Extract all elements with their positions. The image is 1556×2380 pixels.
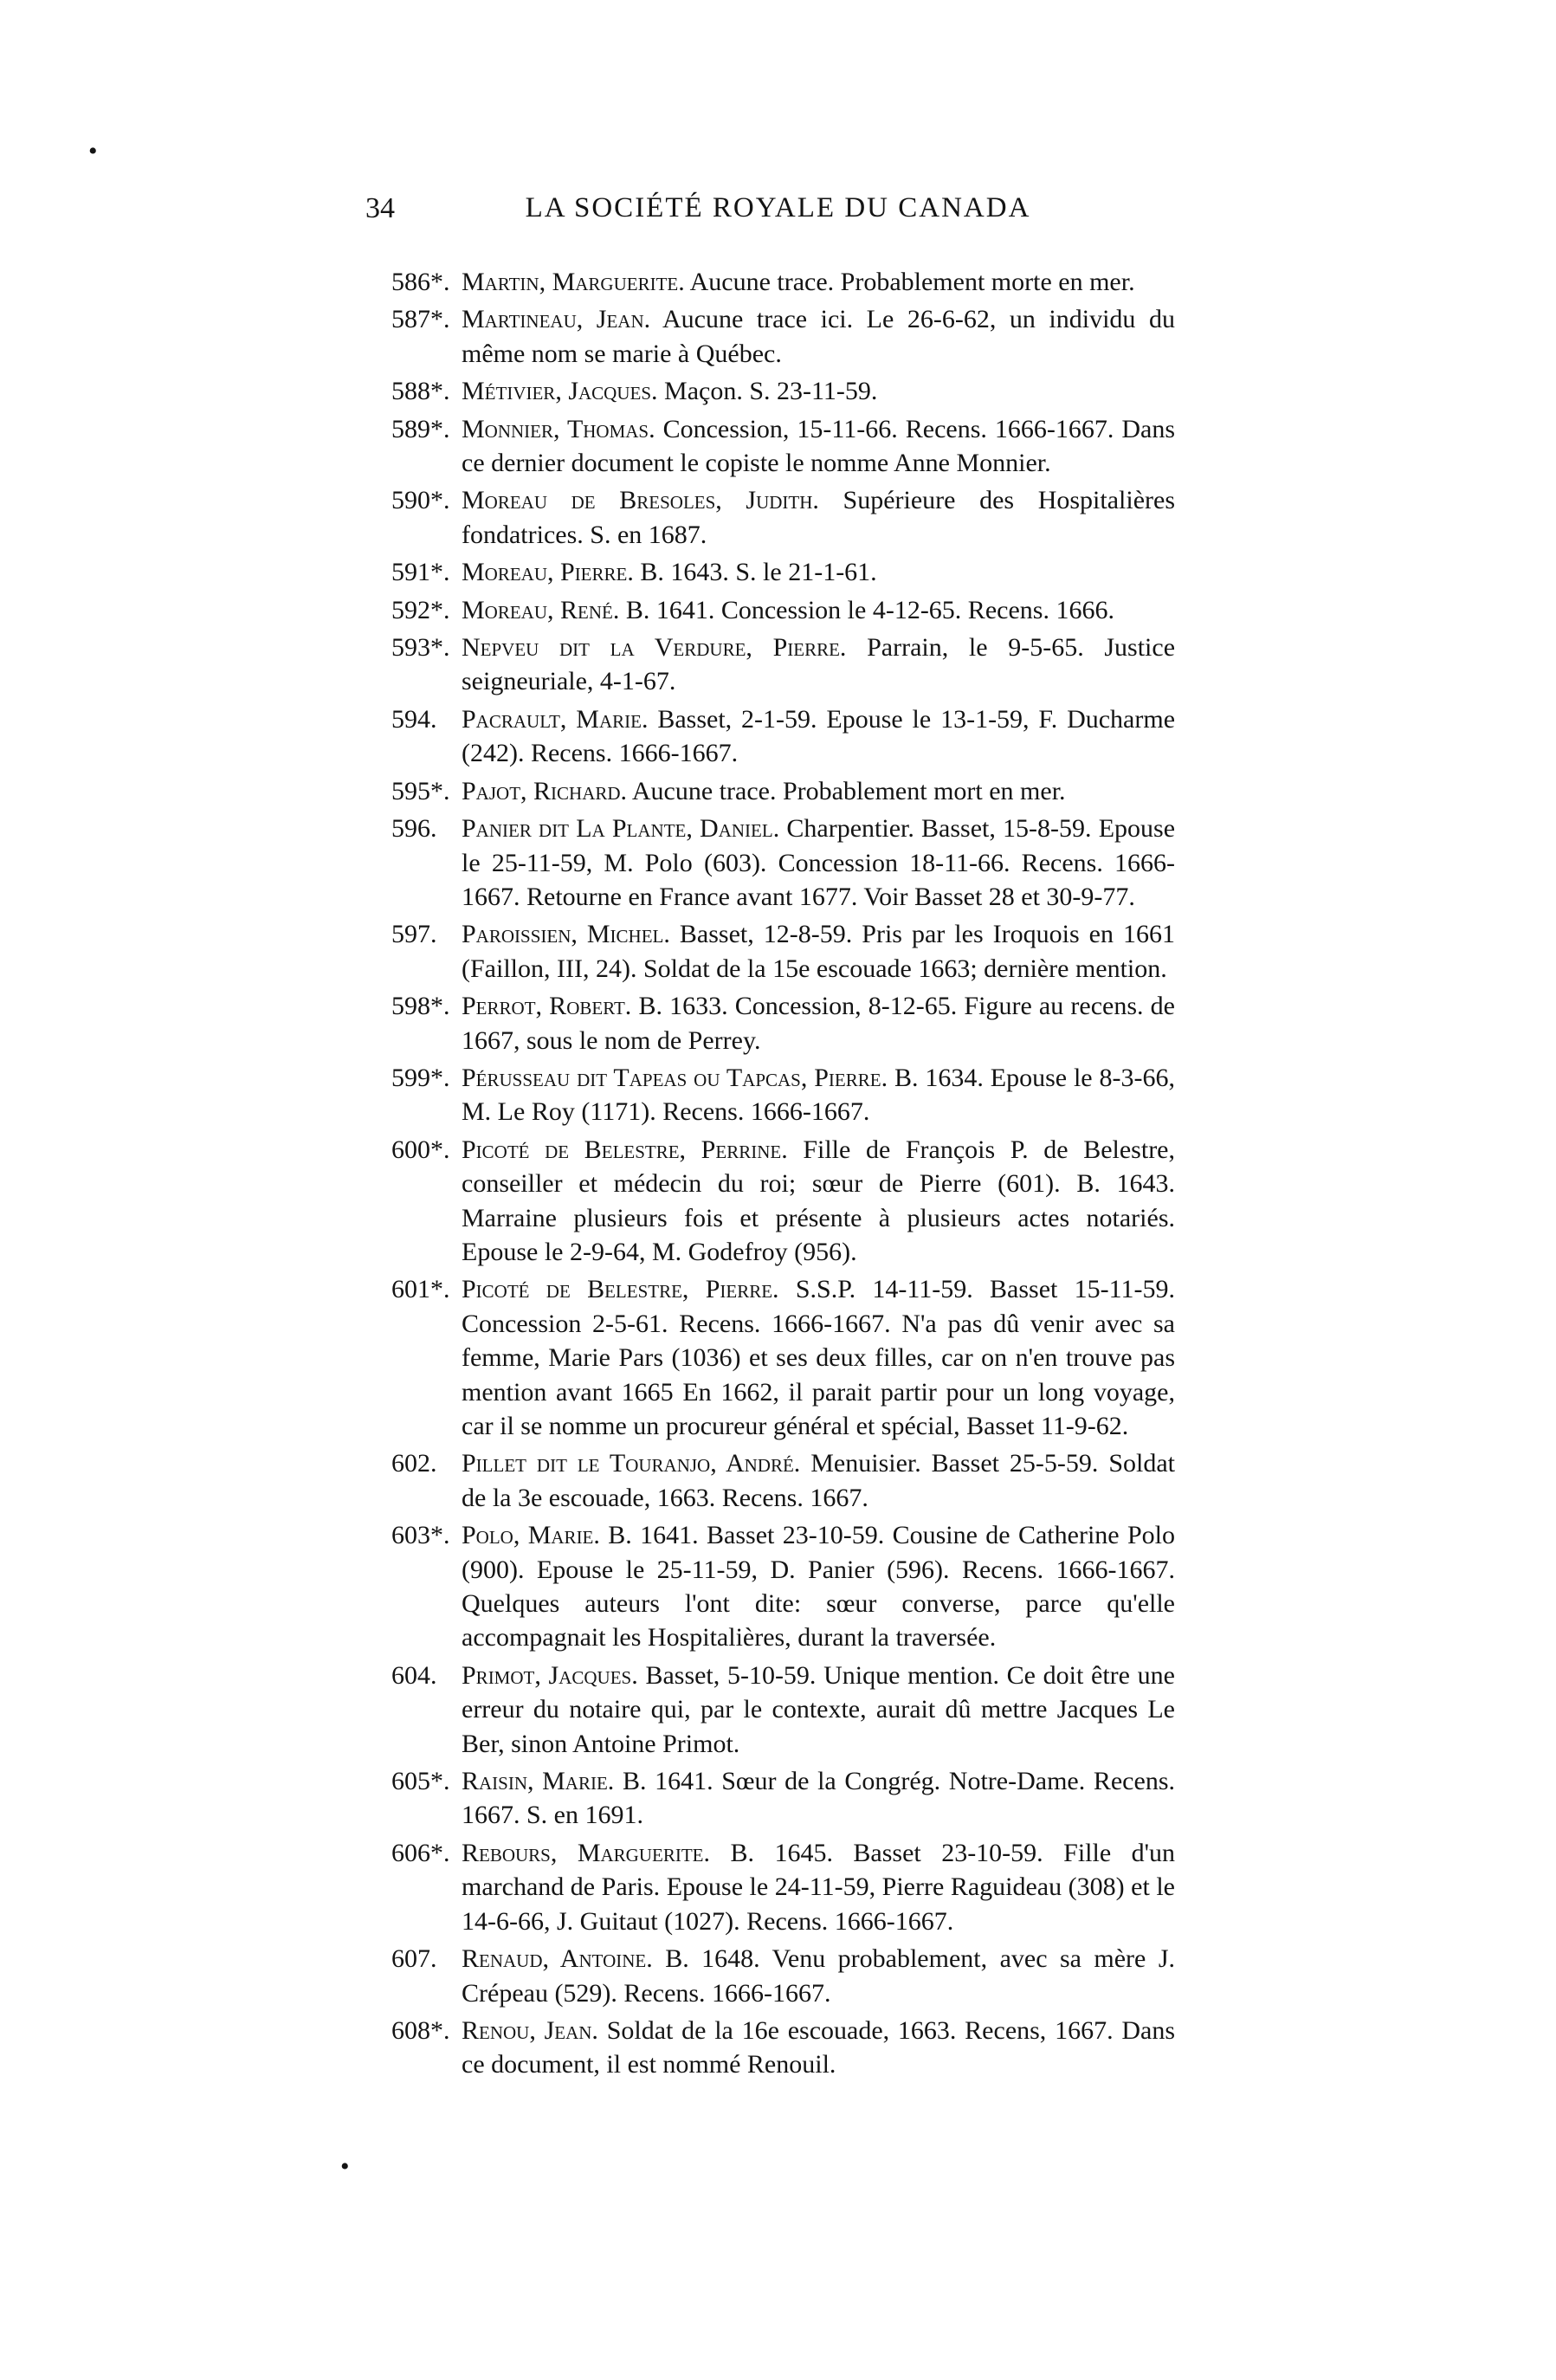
list-item <box>391 702 1175 771</box>
entry-name: Picoté de Belestre, Perrine. <box>462 1135 788 1164</box>
entry-body <box>462 1272 1175 1443</box>
entry-body <box>462 2014 1175 2082</box>
entry-text: Charpentier. Basset, 15-8-59. Epouse le 25-11-59, M. Polo (603). Concession 18-11-66. Recens. 1666-1667. Retourne en France avant 1677. Voir Basset 28 et 30-9-77. <box>462 814 1176 911</box>
entry-number: 604. <box>391 1660 437 1690</box>
entry-body <box>462 483 1175 552</box>
list-item <box>391 989 1175 1057</box>
entry-text: B. 1643. S. le 21-1-61. <box>640 558 877 587</box>
entry-number: 606*. <box>391 1838 450 1867</box>
entry-text: Basset, 12-8-59. Pris par les Iroquois en 1661 (Faillon, III, 24). Soldat de la 15e escouade 1663; dernière mention. <box>462 920 1176 983</box>
list-item <box>391 265 1175 299</box>
entry-name: Renou, Jean. <box>462 2015 598 2045</box>
list-item <box>391 1659 1175 1761</box>
entry-text: Aucune trace. Probablement mort en mer. <box>631 776 1066 805</box>
list-item <box>391 1061 1175 1129</box>
entry-name: Moreau de Bresoles, Judith. <box>462 486 819 515</box>
entry-text: Maçon. S. 23-11-59. <box>664 377 878 406</box>
entry-name: Métivier, Jacques. <box>462 377 658 406</box>
entry-name: Primot, Jacques. <box>462 1660 638 1690</box>
list-item <box>391 1942 1175 2010</box>
list-item <box>391 2014 1175 2082</box>
entry-number: 602. <box>391 1449 437 1478</box>
entry-name: Moreau, Pierre. <box>462 558 634 587</box>
entry-body <box>462 593 1175 627</box>
margin-dot-bottom: • <box>340 2152 350 2181</box>
entry-body <box>462 1836 1175 1938</box>
list-item <box>391 812 1175 914</box>
page-number: 34 <box>365 192 395 224</box>
entry-name: Moreau, René. <box>462 595 620 624</box>
list-item <box>391 1764 1175 1833</box>
entry-number: 608*. <box>391 2015 450 2045</box>
entry-number: 601*. <box>391 1275 450 1304</box>
entry-name: Polo, Marie. <box>462 1521 600 1550</box>
entry-number: 599*. <box>391 1063 450 1092</box>
entry-number: 592*. <box>391 595 450 624</box>
entry-number: 605*. <box>391 1767 450 1796</box>
entry-name: Picoté de Belestre, Pierre. <box>462 1275 779 1304</box>
list-item <box>391 555 1175 589</box>
entry-name: Raisin, Marie. <box>462 1767 615 1796</box>
entry-body <box>462 812 1175 914</box>
entry-text: Aucune trace ici. Le 26-6-62, un individu du même nom se marie à Québec. <box>462 305 1175 368</box>
list-item <box>391 1133 1175 1270</box>
entry-text: B. 1641. Concession le 4-12-65. Recens. 1666. <box>625 595 1114 624</box>
entry-name: Martin, Marguerite. <box>462 268 685 296</box>
entry-list <box>391 265 1175 2086</box>
page-header <box>0 192 1556 236</box>
entry-body <box>462 265 1175 299</box>
entry-text: B. 1648. Venu probablement, avec sa mère J. Crépeau (529). Recens. 1666-1667. <box>462 1944 1175 2008</box>
margin-dot-top: • <box>88 137 98 165</box>
entry-name: Martineau, Jean. <box>462 305 651 334</box>
entry-body <box>462 374 1175 408</box>
list-item <box>391 774 1175 808</box>
entry-text: B. 1633. Concession, 8-12-65. Figure au recens. de 1667, sous le nom de Perrey. <box>462 992 1176 1055</box>
entry-name: Pérusseau dit Tapeas ou Tapcas, Pierre. <box>462 1063 888 1092</box>
entry-number: 594. <box>391 704 437 734</box>
entry-body <box>462 555 1175 589</box>
entry-body <box>462 412 1175 481</box>
entry-name: Pajot, Richard. <box>462 776 628 805</box>
entry-name: Pillet dit le Touranjo, André. <box>462 1449 801 1478</box>
entry-text: B. 1641. Sœur de la Congrég. Notre-Dame. Recens. 1667. S. en 1691. <box>462 1767 1175 1830</box>
entry-name: Perrot, Robert. <box>462 992 632 1021</box>
list-item <box>391 917 1175 986</box>
entry-name: Nepveu dit la Verdure, Pierre. <box>462 633 847 663</box>
list-item <box>391 483 1175 552</box>
list-item <box>391 1836 1175 1938</box>
entry-text: Supérieure des Hospitalières fondatrices. S. en 1687. <box>462 486 1175 549</box>
entry-text: Menuisier. Basset 25-5-59. Soldat de la 3e escouade, 1663. Recens. 1667. <box>462 1449 1175 1512</box>
entry-number: 607. <box>391 1944 437 1974</box>
entry-body <box>462 1659 1175 1761</box>
entry-body <box>462 1518 1175 1655</box>
list-item <box>391 1446 1175 1515</box>
entry-name: Pacrault, Marie. <box>462 704 649 734</box>
entry-number: 598*. <box>391 992 450 1021</box>
entry-text: Basset, 5-10-59. Unique mention. Ce doit être une erreur du notaire qui, par le contexte, aurait dû mettre Jacques Le Ber, sinon Antoine Primot. <box>462 1660 1175 1758</box>
entry-body <box>462 774 1175 808</box>
entry-text: Aucune trace. Probablement morte en mer. <box>689 268 1135 296</box>
list-item <box>391 374 1175 408</box>
entry-number: 593*. <box>391 633 450 663</box>
list-item <box>391 1518 1175 1655</box>
entry-text: Parrain, le 9-5-65. Justice seigneuriale, 4-1-67. <box>462 633 1176 696</box>
entry-text: B. 1641. Basset 23-10-59. Cousine de Catherine Polo (900). Epouse le 25-11-59, D. Panier (596). Recens. 1666-1667. Quelques auteurs l'ont dite: sœur converse, parce qu'elle accompagnait les Hospitalières, durant la traversée. <box>462 1521 1175 1652</box>
entry-text: Soldat de la 16e escouade, 1663. Recens, 1667. Dans ce document, il est nommé Renouil. <box>462 2015 1175 2079</box>
entry-body <box>462 1942 1175 2010</box>
entry-number: 590*. <box>391 486 450 515</box>
entry-name: Paroissien, Michel. <box>462 920 670 949</box>
entry-name: Panier dit La Plante, Daniel. <box>462 814 780 844</box>
entry-body <box>462 989 1175 1057</box>
entry-name: Monnier, Thomas. <box>462 414 655 443</box>
entry-body <box>462 1061 1175 1129</box>
entry-number: 597. <box>391 920 437 949</box>
list-item <box>391 302 1175 371</box>
list-item <box>391 631 1175 699</box>
running-head: LA SOCIÉTÉ ROYALE DU CANADA <box>525 192 1031 223</box>
entry-text: Basset, 2-1-59. Epouse le 13-1-59, F. Ducharme (242). Recens. 1666-1667. <box>462 704 1176 768</box>
entry-body <box>462 631 1175 699</box>
list-item <box>391 412 1175 481</box>
entry-name: Rebours, Marguerite. <box>462 1838 710 1867</box>
entry-number: 587*. <box>391 305 450 334</box>
list-item <box>391 593 1175 627</box>
entry-number: 595*. <box>391 776 450 805</box>
entry-number: 591*. <box>391 558 450 587</box>
entry-number: 586*. <box>391 268 450 296</box>
entry-number: 589*. <box>391 414 450 443</box>
entry-body <box>462 917 1175 986</box>
entry-body <box>462 1764 1175 1833</box>
entry-text: B. 1634. Epouse le 8-3-66, M. Le Roy (1171). Recens. 1666-1667. <box>462 1063 1175 1127</box>
entry-number: 600*. <box>391 1135 450 1164</box>
entry-body <box>462 302 1175 371</box>
entry-number: 603*. <box>391 1521 450 1550</box>
entry-text: Concession, 15-11-66. Recens. 1666-1667. Dans ce dernier document le copiste le nomme Anne Monnier. <box>462 414 1176 478</box>
entry-body <box>462 702 1175 771</box>
entry-text: S.S.P. 14-11-59. Basset 15-11-59. Concession 2-5-61. Recens. 1666-1667. N'a pas dû venir avec sa femme, Marie Pars (1036) et ses deux filles, car on n'en trouve pas mention avant 1665 En 1662, il parait partir pour un long voyage, car il se nomme un procureur général et spécial, Basset 11-9-62. <box>462 1275 1175 1440</box>
entry-body <box>462 1133 1175 1270</box>
entry-text: B. 1645. Basset 23-10-59. Fille d'un marchand de Paris. Epouse le 24-11-59, Pierre Raguideau (308) et le 14-6-66, J. Guitaut (1027). Recens. 1666-1667. <box>462 1838 1176 1936</box>
list-item <box>391 1272 1175 1443</box>
entry-number: 596. <box>391 814 437 844</box>
entry-name: Renaud, Antoine. <box>462 1944 653 1974</box>
entry-number: 588*. <box>391 377 450 406</box>
entry-text: Fille de François P. de Belestre, conseiller et médecin du roi; sœur de Pierre (601). B. 1643. Marraine plusieurs fois et présente à plusieurs actes notariés. Epouse le 2-9-64, M. Godefroy (956). <box>462 1135 1176 1266</box>
entry-body <box>462 1446 1175 1515</box>
